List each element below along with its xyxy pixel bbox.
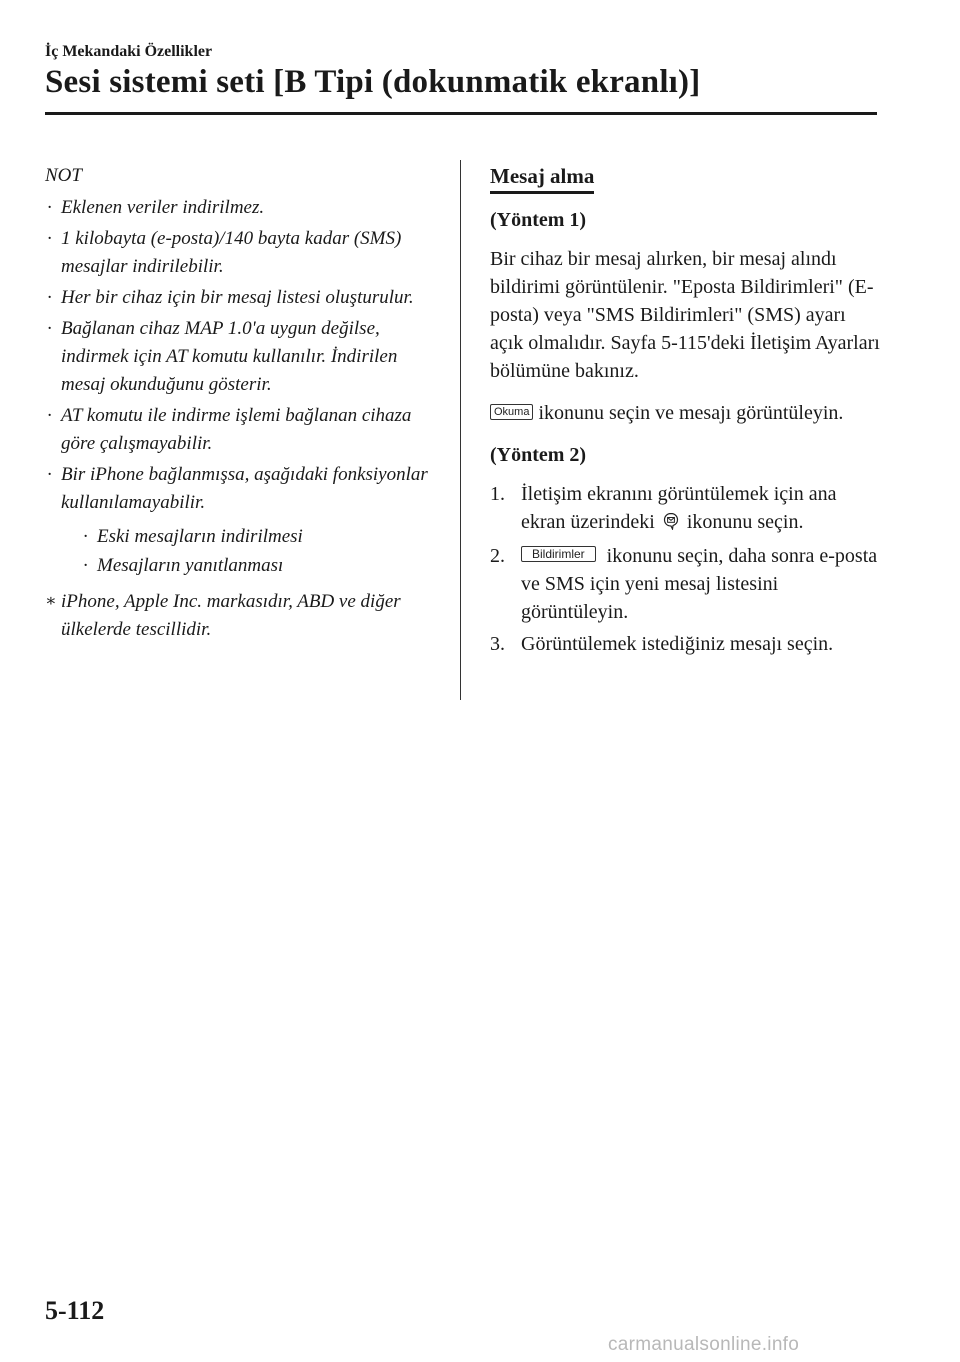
watermark: carmanualsonline.info: [608, 1334, 800, 1355]
bullet-icon: ·: [47, 464, 52, 485]
note-text: AT komutu ile indirme işlemi bağlanan cihaza göre çalışmayabilir.: [61, 405, 412, 454]
step-number: 3.: [490, 633, 505, 655]
step-item: [490, 542, 880, 626]
note-text: 1 kilobayta (e-posta)/140 bayta kadar (SMS) mesajlar indirilebilir.: [61, 228, 402, 277]
left-column: [45, 162, 445, 644]
column-divider: [460, 160, 461, 700]
bildirimler-button[interactable]: Bildirimler: [521, 546, 596, 562]
note-text: Bağlanan cihaz MAP 1.0'a uygun değilse, indirmek için AT komutu kullanılır. İndirilen mesaj okunduğunu gösterir.: [61, 318, 398, 395]
note-item: [45, 402, 445, 458]
footnote-text: iPhone, Apple Inc. markasıdır, ABD ve diğer ülkelerde tescillidir.: [61, 591, 401, 640]
step-text: Görüntülemek istediğiniz mesajı seçin.: [521, 633, 834, 655]
step-text-before: İletişim ekranını görüntülemek için ana ekran üzerindeki: [521, 483, 837, 533]
bullet-icon: ·: [83, 555, 88, 576]
method1-label: (Yöntem 1): [490, 209, 587, 231]
method2-label: (Yöntem 2): [490, 444, 587, 466]
bullet-icon: ·: [47, 287, 52, 308]
message-icon[interactable]: [663, 510, 679, 538]
sub-note-text: Eski mesajların indirilmesi: [97, 526, 303, 547]
sub-note-list: [83, 523, 445, 580]
note-item: [45, 315, 445, 399]
note-text: Eklenen veriler indirilmez.: [61, 197, 265, 218]
sub-note-text: Mesajların yanıtlanması: [97, 555, 284, 576]
note-item: [45, 194, 445, 222]
page-number: 5-112: [45, 1296, 105, 1325]
right-column: [490, 162, 880, 662]
trademark-footnote: [45, 588, 445, 644]
note-list: [45, 194, 445, 580]
bullet-icon: ·: [83, 526, 88, 547]
page-title: Sesi sistemi seti [B Tipi (dokunmatik ekranlı)]: [45, 64, 701, 100]
step-number: 2.: [490, 545, 505, 567]
asterisk-icon: ∗: [45, 591, 57, 610]
step-list: [490, 480, 880, 658]
note-item: [45, 225, 445, 281]
bullet-icon: ·: [47, 197, 52, 218]
note-text: Bir iPhone bağlanmışsa, aşağıdaki fonksiyonlar kullanılamayabilir.: [61, 464, 428, 513]
header-rule: [45, 112, 877, 115]
section-label: İç Mekandaki Özellikler: [45, 43, 213, 60]
step-text-after: ikonunu seçin, daha sonra e-posta ve SMS için yeni mesaj listesini görüntüleyin.: [521, 545, 878, 623]
note-item: [45, 461, 445, 580]
bullet-icon: ·: [47, 318, 52, 339]
step-item: [490, 630, 880, 658]
section-heading: Mesaj alma: [490, 162, 594, 194]
page-header: [45, 42, 877, 102]
sub-note-item: [83, 523, 445, 551]
okuma-instruction: [490, 399, 880, 427]
sub-note-item: [83, 552, 445, 580]
method1-text: Bir cihaz bir mesaj alırken, bir mesaj alındı bildirimi görüntülenir. "Eposta Bildirimleri" (E-posta) veya "SMS Bildirimleri" (SMS) ayarı açık olmalıdır. Sayfa 5-115'deki İletişim Ayarları bölümüne bakınız.: [490, 248, 880, 382]
note-text: Her bir cihaz için bir mesaj listesi oluşturulur.: [61, 287, 414, 308]
step-item: [490, 480, 880, 538]
note-label: NOT: [45, 165, 82, 186]
bullet-icon: ·: [47, 228, 52, 249]
bullet-icon: ·: [47, 405, 52, 426]
step-number: 1.: [490, 483, 505, 505]
note-item: [45, 284, 445, 312]
step-text-after: ikonunu seçin.: [686, 511, 804, 533]
okuma-instruction-text: ikonunu seçin ve mesajı görüntüleyin.: [538, 402, 844, 424]
okuma-button[interactable]: Okuma: [490, 404, 533, 420]
